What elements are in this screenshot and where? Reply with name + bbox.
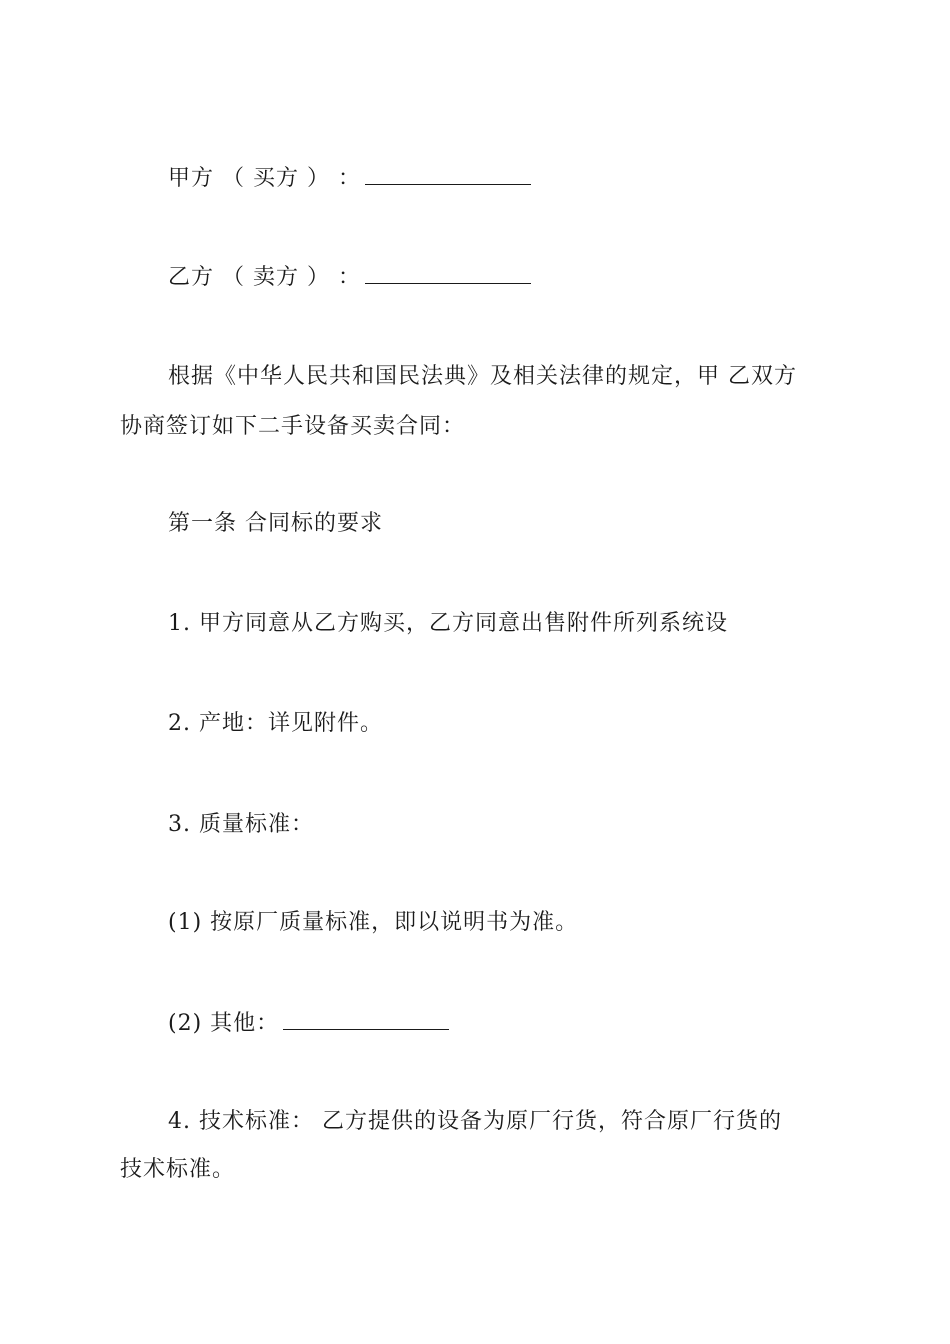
party-a-line [168,154,531,203]
item-2: 2. 产地：详见附件。 [168,711,383,736]
party-a-blank [365,154,531,185]
party-a-label: 甲方 （ 买方 ） ： [168,166,361,191]
party-b-blank [365,253,531,284]
item-3-sub-2-line [168,999,449,1048]
article-1-title: 第一条 合同标的要求 [168,511,383,536]
item-4-line-2: 技术标准。 [120,1157,236,1182]
item-1: 1. 甲方同意从乙方购买，乙方同意出售附件所列系统设 [168,611,728,636]
item-3: 3. 质量标准： [168,812,314,837]
intro-line-2: 协商签订如下二手设备买卖合同： [120,414,466,439]
party-b-label: 乙方 （ 卖方 ） ： [168,265,361,290]
item-3-sub-2-blank [283,999,449,1030]
item-3-sub-2-label: (2) 其他： [168,1011,280,1036]
item-4-line-1: 4. 技术标准： 乙方提供的设备为原厂行货，符合原厂行货的 [168,1109,782,1134]
item-3-sub-1: (1) 按原厂质量标准，即以说明书为准。 [168,910,579,935]
party-b-line [168,253,531,302]
intro-line-1: 根据《中华人民共和国民法典》及相关法律的规定，甲 乙双方 [168,364,797,389]
